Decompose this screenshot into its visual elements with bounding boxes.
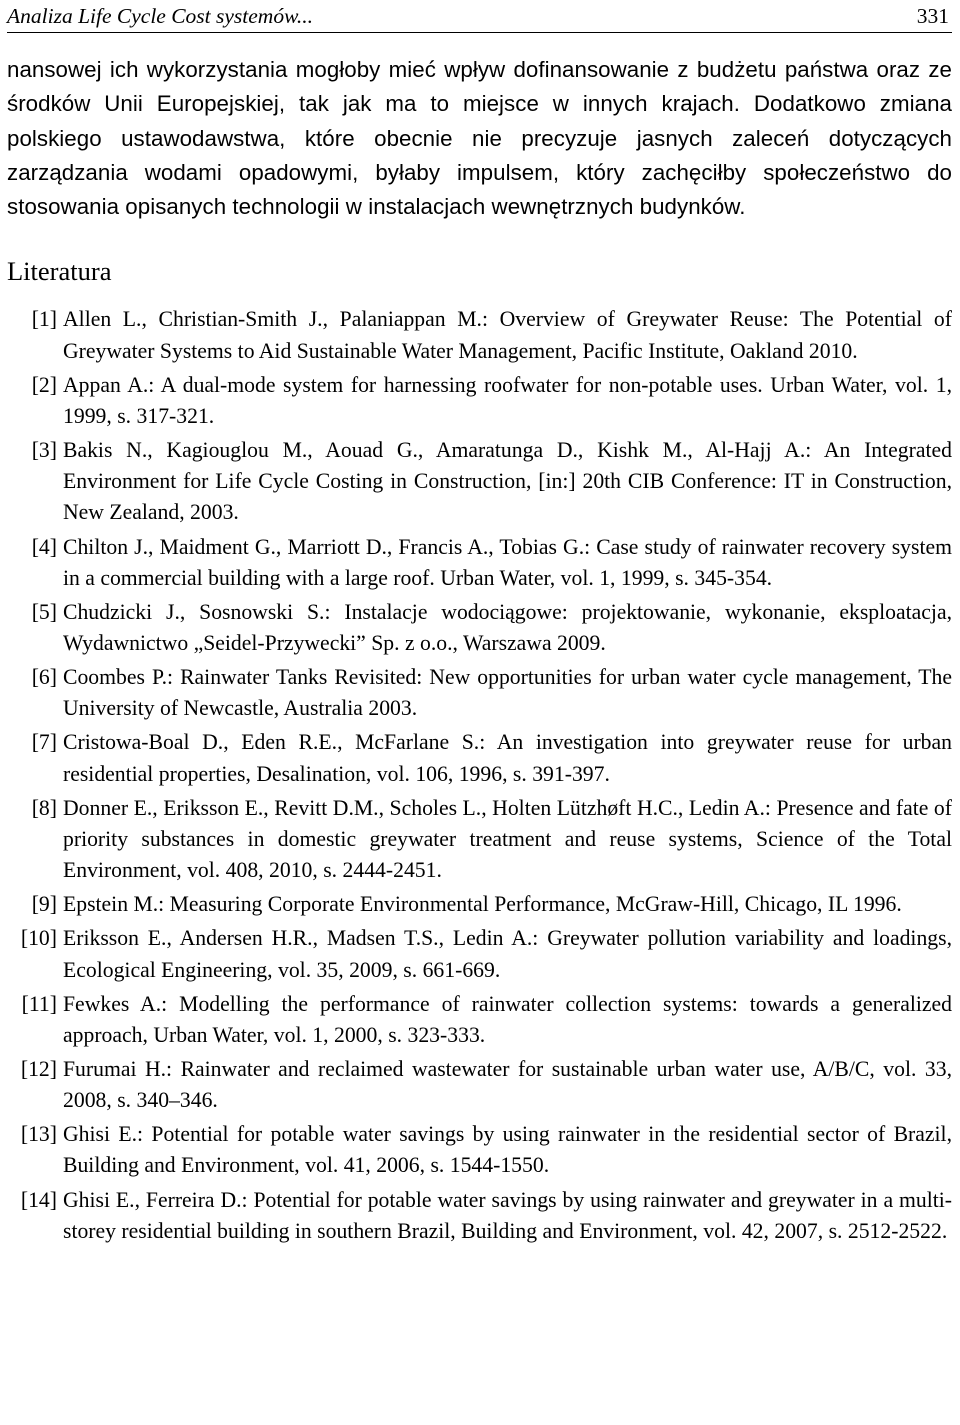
reference-number: [8] (31, 795, 57, 820)
reference-text: Chudzicki J., Sosnowski S.: Instalacje wodociągowe: projektowanie, wykonanie, eksploatacja, Wydawnictwo „Seidel-Przywecki” Sp. z o.o., Warszawa 2009. (63, 599, 952, 656)
running-title: Analiza Life Cycle Cost systemów... (7, 4, 313, 28)
reference-item (7, 1119, 952, 1181)
reference-item (7, 989, 952, 1051)
reference-text: Allen L., Christian-Smith J., Palaniappan M.: Overview of Greywater Reuse: The Potential of Greywater Systems to Aid Sustainable Water Management, Pacific Institute, Oakland 2010. (63, 307, 952, 363)
reference-item (7, 597, 952, 659)
reference-number: [9] (31, 892, 57, 917)
reference-number: [11] (21, 991, 57, 1016)
reference-text: Chilton J., Maidment G., Marriott D., Francis A., Tobias G.: Case study of rainwater recovery system in a commercial building with a large roof. Urban Water, vol. 1, 1999, s. 345-354. (63, 534, 952, 590)
reference-number: [14] (20, 1187, 57, 1212)
reference-item (7, 889, 952, 920)
reference-item (7, 727, 952, 789)
reference-item (7, 304, 952, 366)
reference-text: Appan A.: A dual-mode system for harnessing roofwater for non-potable uses. Urban Water, vol. 1, 1999, s. 317-321. (63, 372, 952, 428)
reference-number: [6] (31, 665, 57, 690)
reference-text: Furumai H.: Rainwater and reclaimed wastewater for sustainable urban water use, A/B/C, vol. 33, 2008, s. 340–346. (63, 1056, 952, 1113)
reference-number: [1] (31, 307, 57, 332)
reference-text: Fewkes A.: Modelling the performance of rainwater collection systems: towards a generalized approach, Urban Water, vol. 1, 2000, s. 323-333. (63, 991, 952, 1047)
reference-item (7, 532, 952, 594)
reference-item (7, 793, 952, 887)
reference-number: [7] (31, 730, 57, 755)
reference-list (7, 304, 952, 1246)
reference-text: Ghisi E.: Potential for potable water savings by using rainwater in the residential sector of Brazil, Building and Environment, vol. 41, 2006, s. 1544-1550. (63, 1122, 952, 1178)
reference-text: Cristowa-Boal D., Eden R.E., McFarlane S.: An investigation into greywater reuse for urban residential properties, Desalination, vol. 106, 1996, s. 391-397. (63, 730, 952, 786)
reference-number: [12] (20, 1056, 57, 1081)
reference-text: Eriksson E., Andersen H.R., Madsen T.S., Ledin A.: Greywater pollution variability and loadings, Ecological Engineering, vol. 35, 2009, s. 661-669. (63, 926, 952, 982)
reference-number: [10] (20, 926, 57, 951)
reference-item (7, 1185, 952, 1247)
running-header (7, 0, 952, 33)
reference-number: [4] (31, 534, 57, 559)
reference-text: Donner E., Eriksson E., Revitt D.M., Scholes L., Holten Lützhøft H.C., Ledin A.: Presence and fate of priority substances in domestic greywater treatment and reuse systems, Science of the Total Environment, vol. 408, 2010, s. 2444-2451. (63, 795, 952, 883)
reference-item (7, 435, 952, 529)
reference-text: Epstein M.: Measuring Corporate Environmental Performance, McGraw-Hill, Chicago, IL 1996. (63, 892, 902, 917)
reference-item (7, 923, 952, 985)
page-number: 331 (916, 4, 949, 28)
reference-number: [5] (31, 599, 57, 624)
reference-item (7, 370, 952, 432)
reference-number: [3] (31, 438, 57, 463)
reference-item (7, 662, 952, 724)
section-heading: Literatura (7, 256, 112, 287)
reference-item (7, 1054, 952, 1116)
reference-text: Coombes P.: Rainwater Tanks Revisited: New opportunities for urban water cycle management, The University of Newcastle, Australia 2003. (63, 665, 952, 721)
reference-text: Bakis N., Kagiouglou M., Aouad G., Amaratunga D., Kishk M., Al-Hajj A.: An Integrated Environment for Life Cycle Costing in Construction, [in:] 20th CIB Conference: IT in Construction, New Zealand, 2003. (63, 438, 952, 525)
body-paragraph: nansowej ich wykorzystania mogłoby mieć wpływ dofinansowanie z budżetu państwa oraz ze środków Unii Europejskiej, tak jak ma to miejsce w innych krajach. Dodatkowo zmiana polskiego ustawodawstwa, które obecnie nie precyzuje jasnych zaleceń dotyczących zarządzania wodami opadowymi, byłaby impulsem, który zachęciłby społeczeństwo do stosowania opisanych technologii w instalacjach wewnętrznych budynków. (7, 57, 952, 220)
reference-number: [2] (31, 372, 57, 397)
reference-number: [13] (20, 1122, 57, 1147)
reference-text: Ghisi E., Ferreira D.: Potential for potable water savings by using rainwater and greywater in a multi-storey residential building in southern Brazil, Building and Environment, vol. 42, 2007, s. 2512-2522. (63, 1187, 952, 1243)
